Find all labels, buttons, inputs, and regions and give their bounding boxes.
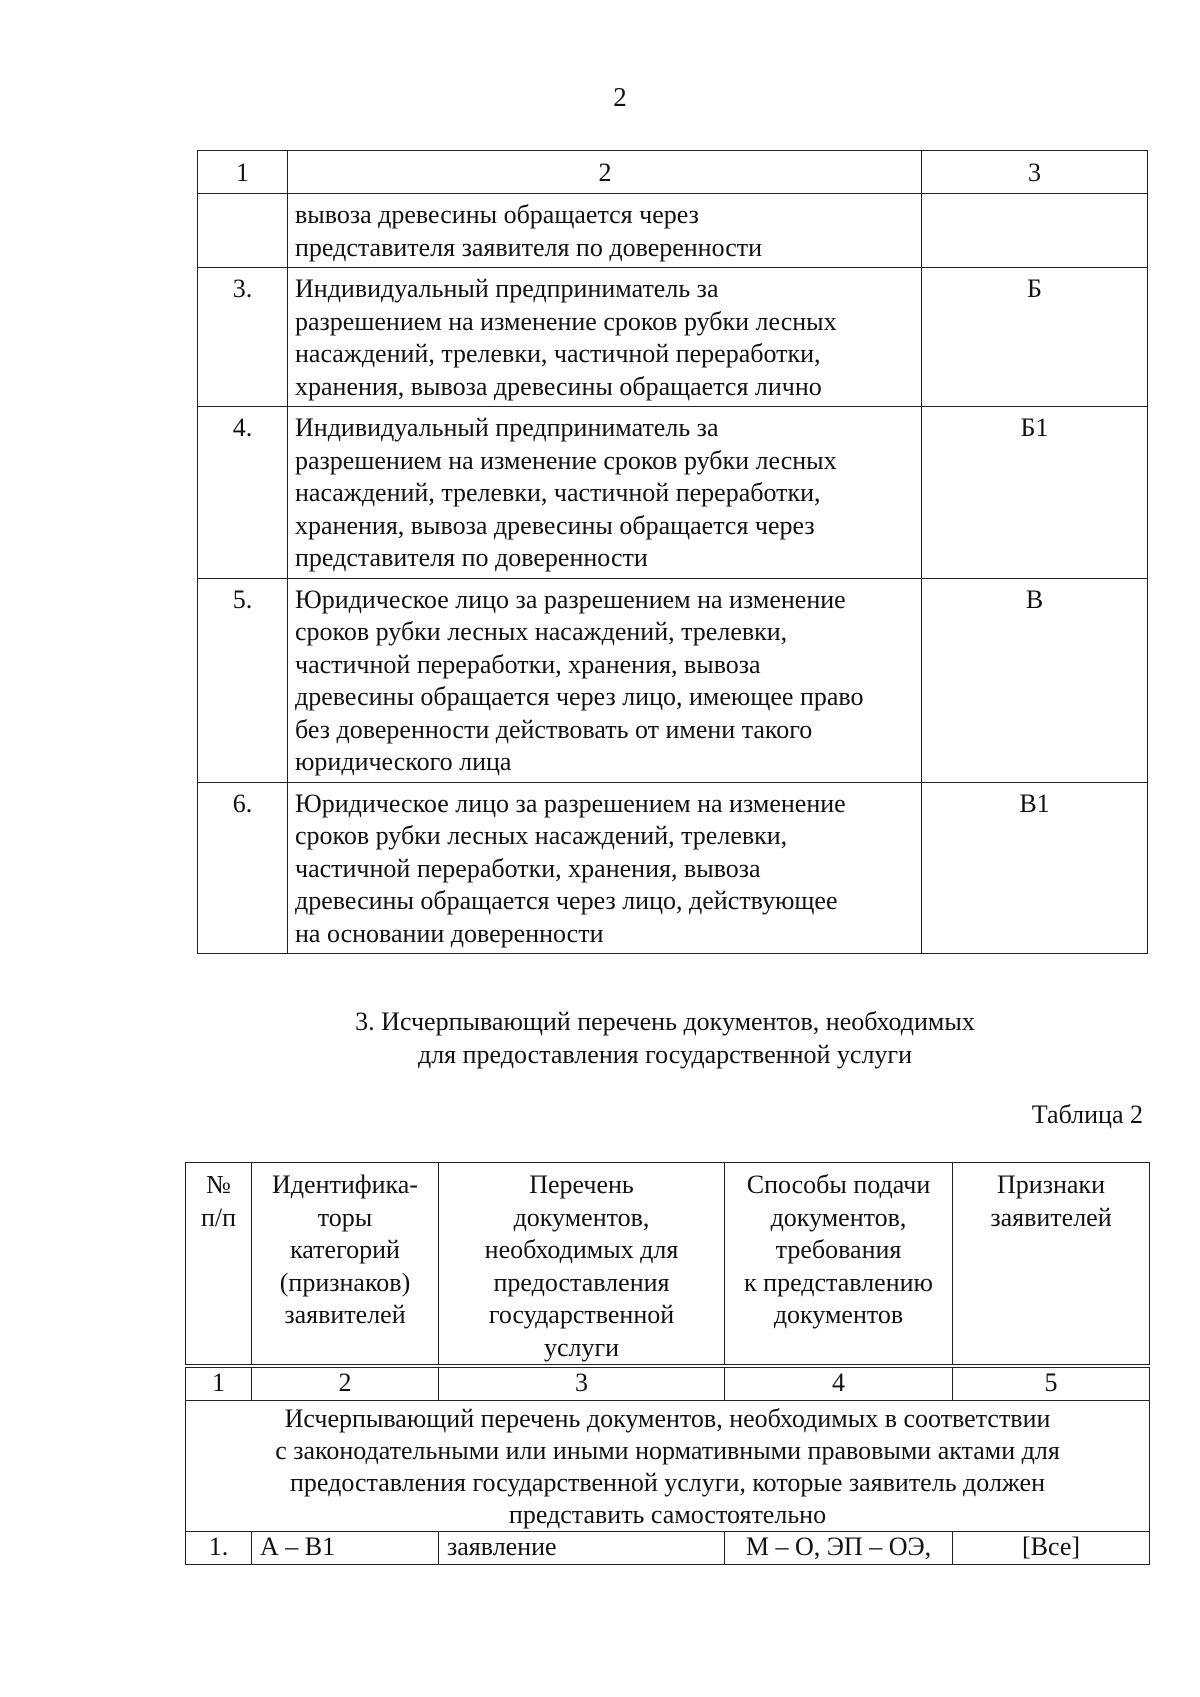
row-document: заявление: [439, 1532, 725, 1565]
table-row: [198, 782, 1148, 954]
header-cell-documents: Перечень документов, необходимых для предоставления государственной услуги: [439, 1163, 725, 1367]
header-cell-attributes: Признаки заявителей: [953, 1163, 1150, 1367]
row-text: [288, 782, 922, 954]
section-title: 3. Исчерпывающий перечень документов, необходимых для предоставления государственной услуги: [355, 1007, 975, 1069]
row-number: 1.: [186, 1532, 252, 1565]
section-span-text: Исчерпывающий перечень документов, необходимых в соответствии с законодательными или иными нормативными правовыми актами для предоставления государственной услуги, которые заявитель должен представить самостоятельно: [186, 1401, 1150, 1532]
applicant-categories-table: [197, 150, 1148, 954]
table-row: [186, 1532, 1150, 1565]
table-row: [198, 268, 1148, 407]
row-code: Б: [922, 268, 1148, 407]
row-text-content: Юридическое лицо за разрешением на изменение сроков рубки лесных насаждений, трелевки, частичной переработки, хранения, вывоза древесины обращается через лицо, действующее на основании доверенности: [295, 788, 846, 948]
row-submission: М – О, ЭП – ОЭ,: [725, 1532, 953, 1565]
row-text-content: Индивидуальный предприниматель за разрешением на изменение сроков рубки лесных насаждений, трелевки, частичной переработки, хранения, вывоза древесины обращается через представителя по доверенности: [295, 413, 837, 572]
row-text-content: вывоза древесины обращается через представителя заявителя по доверенности: [295, 200, 763, 262]
table-row: [198, 407, 1148, 579]
row-text: [288, 268, 922, 407]
page-number: 2: [613, 82, 627, 112]
column-index: 4: [725, 1366, 953, 1401]
row-number: 5.: [198, 578, 288, 782]
row-text: [288, 194, 922, 268]
row-attributes: [Все]: [953, 1532, 1150, 1565]
row-text: [288, 578, 922, 782]
column-index: 3: [439, 1366, 725, 1401]
column-index-row: [186, 1366, 1150, 1401]
row-code: [922, 194, 1148, 268]
header-cell: 3: [922, 151, 1148, 194]
column-index: 1: [186, 1366, 252, 1401]
row-text-content: Индивидуальный предприниматель за разрешением на изменение сроков рубки лесных насаждений, трелевки, частичной переработки, хранения, вывоза древесины обращается лично: [295, 274, 837, 401]
row-number: 4.: [198, 407, 288, 579]
header-cell: 2: [288, 151, 922, 194]
header-cell-number: № п/п: [186, 1163, 252, 1367]
column-index: 2: [252, 1366, 439, 1401]
row-text-content: Юридическое лицо за разрешением на изменение сроков рубки лесных насаждений, трелевки, частичной переработки, хранения, вывоза древесины обращается через лицо, имеющее право без доверенности действовать от имени такого юридического лица: [295, 584, 864, 776]
row-text: [288, 407, 922, 579]
row-code: В1: [922, 782, 1148, 954]
row-number: 3.: [198, 268, 288, 407]
row-number: 6.: [198, 782, 288, 954]
column-index: 5: [953, 1366, 1150, 1401]
header-cell-identifiers: Идентифика- торы категорий (признаков) заявителей: [252, 1163, 439, 1367]
table-row: [198, 194, 1148, 268]
documents-table: [185, 1162, 1150, 1565]
row-number: [198, 194, 288, 268]
row-code: В: [922, 578, 1148, 782]
table-header-row: [186, 1163, 1150, 1367]
table-label: Таблица 2: [1031, 1100, 1143, 1129]
row-identifiers: А – В1: [252, 1532, 439, 1565]
header-cell-submission: Способы подачи документов, требования к представлению документов: [725, 1163, 953, 1367]
table-row: [198, 578, 1148, 782]
section-span-row: [186, 1401, 1150, 1532]
row-code: Б1: [922, 407, 1148, 579]
table-header-row: [198, 151, 1148, 194]
header-cell: 1: [198, 151, 288, 194]
